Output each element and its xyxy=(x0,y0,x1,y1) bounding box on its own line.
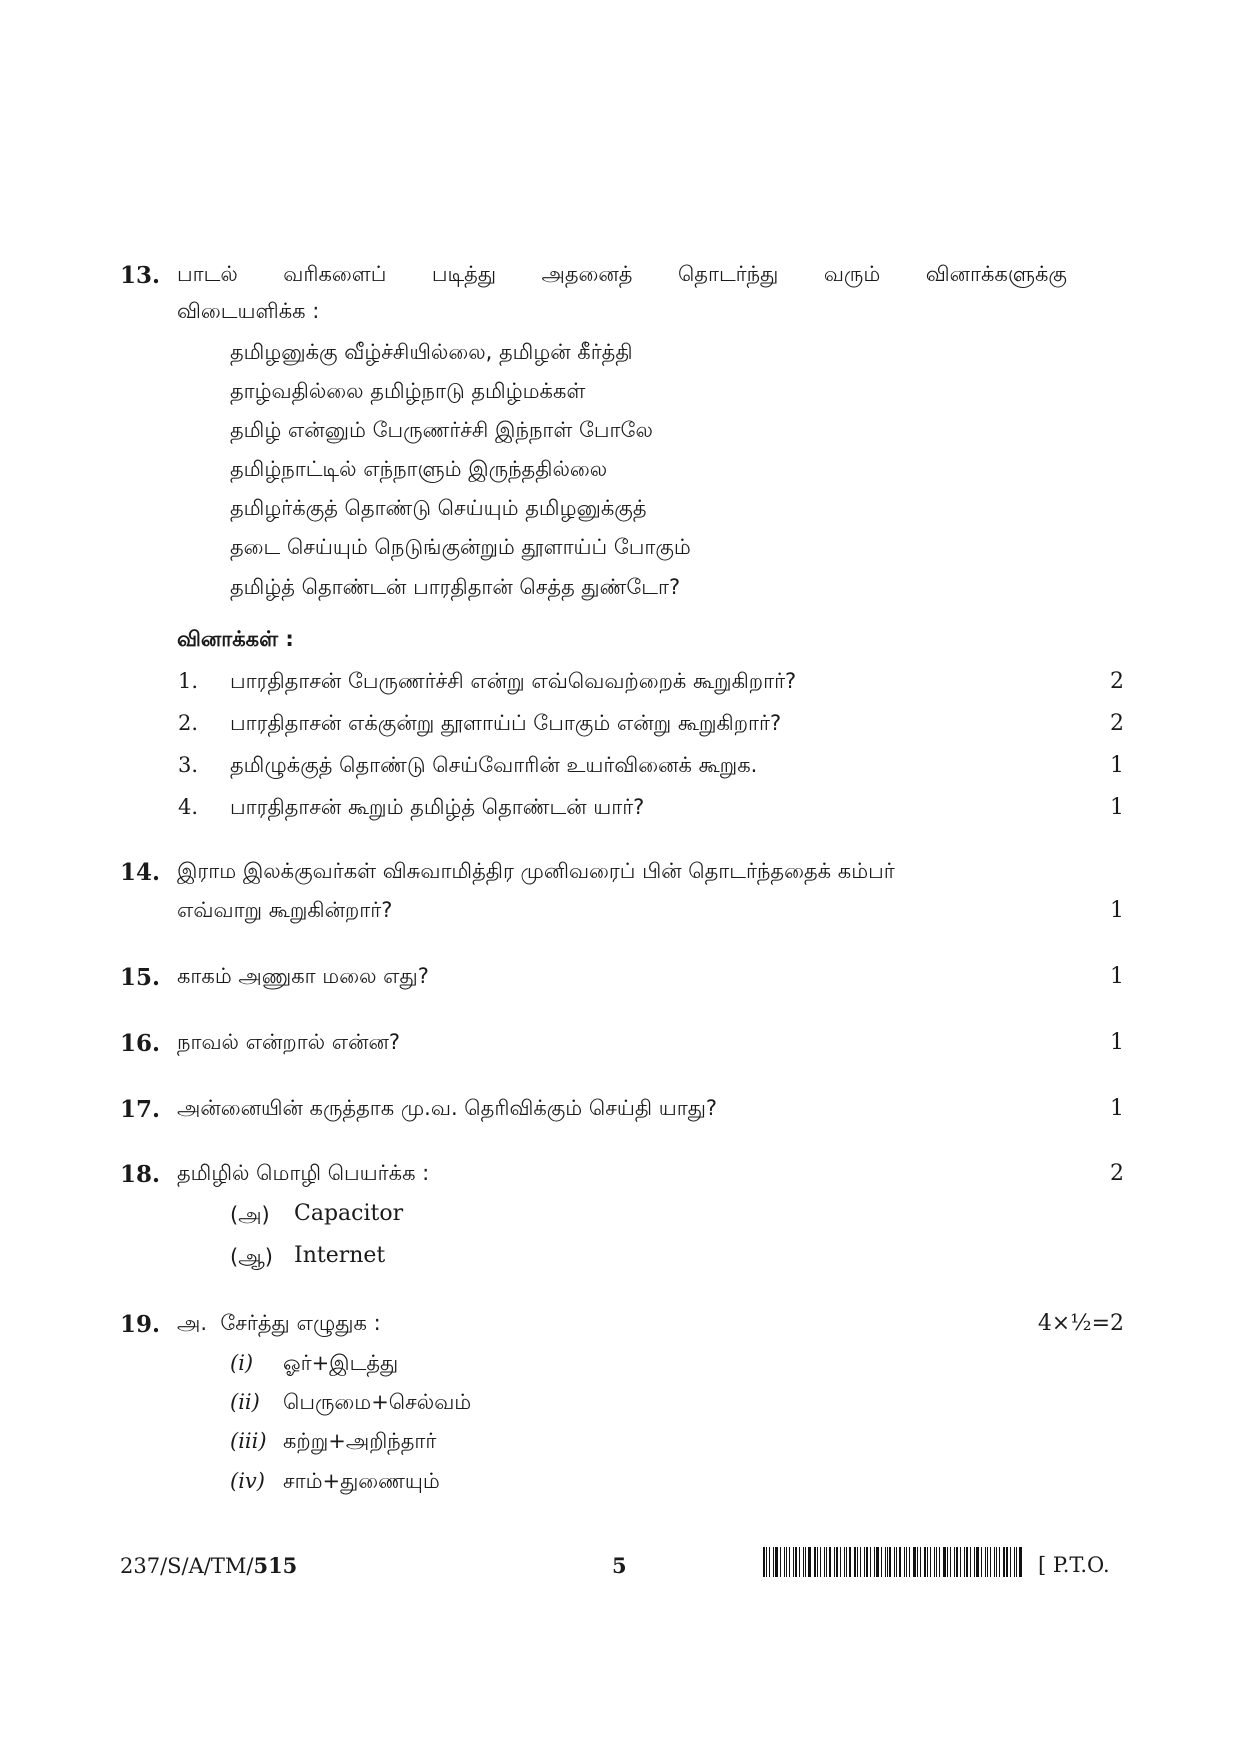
barcode-bar xyxy=(976,1547,979,1577)
word: தொடர்ந்து xyxy=(677,262,779,286)
sub-question-text: பாரதிதாசன் எக்குன்று தூளாய்ப் போகும் என்று கூறுகிறார்? xyxy=(230,711,782,735)
barcode-bar xyxy=(960,1547,961,1577)
question-18-text: தமிழில் மொழி பெயர்க்க : xyxy=(177,1161,430,1185)
barcode-bar xyxy=(769,1547,770,1577)
marks: 1 xyxy=(1110,795,1124,820)
barcode-bar xyxy=(846,1547,847,1577)
barcode-bar xyxy=(795,1547,797,1577)
item-label: (அ) xyxy=(230,1203,270,1227)
question-14-number: 14. xyxy=(120,859,161,886)
barcode-bar xyxy=(814,1547,816,1577)
word: பாடல் xyxy=(177,262,238,286)
barcode-bar xyxy=(870,1547,871,1577)
barcode-bar xyxy=(874,1547,875,1577)
item-label: (i) xyxy=(230,1351,254,1375)
sub-question-text: தமிழுக்குத் தொண்டு செய்வோரின் உயர்வினைக் கூறுக. xyxy=(230,753,758,777)
marks: 1 xyxy=(1110,1096,1124,1121)
item-label: (iii) xyxy=(230,1429,267,1453)
item-label: (iv) xyxy=(230,1469,265,1493)
barcode-bar xyxy=(773,1547,774,1577)
sub-question-text: பாரதிதாசன் கூறும் தமிழ்த் தொண்டன் யார்? xyxy=(230,795,645,819)
barcode-bar xyxy=(930,1547,931,1577)
page-number: 5 xyxy=(612,1553,627,1578)
barcode-bar xyxy=(956,1547,958,1577)
barcode-bar xyxy=(1010,1547,1011,1577)
sub-question-number: 2. xyxy=(178,711,199,735)
barcode-bar xyxy=(881,1547,882,1577)
paper-code xyxy=(120,1553,297,1578)
barcode-bar xyxy=(808,1547,811,1577)
barcode-bar xyxy=(775,1547,778,1577)
word: வரும் xyxy=(823,262,881,286)
sub-question-number: 1. xyxy=(178,669,199,693)
question-13-number: 13. xyxy=(120,262,161,289)
sub-question-number: 4. xyxy=(178,795,199,819)
barcode-bar xyxy=(849,1547,851,1577)
question-17-number: 17. xyxy=(120,1096,161,1123)
barcode-bar xyxy=(1006,1547,1008,1577)
barcode-bar xyxy=(826,1547,827,1577)
barcode-bar xyxy=(803,1547,804,1577)
barcode-bar xyxy=(793,1547,794,1577)
poem-line: தமிழ் என்னும் பேருணர்ச்சி இந்நாள் போலே xyxy=(230,418,653,442)
question-19-text: அ. சேர்த்து எழுதுக : xyxy=(177,1311,381,1335)
item-label: (ஆ) xyxy=(230,1245,273,1269)
barcode-bar xyxy=(899,1547,901,1577)
sub-question-text: பாரதிதாசன் பேருணர்ச்சி என்று எவ்வெவற்றைக் கூறுகிறார்? xyxy=(230,669,797,693)
barcode-bar xyxy=(934,1547,935,1577)
barcode-bar xyxy=(799,1547,800,1577)
barcode-bar xyxy=(996,1547,997,1577)
pto-label: [ P.T.O. xyxy=(1038,1553,1110,1577)
barcode-bar xyxy=(834,1547,835,1577)
poem-line: தமிழ்த் தொண்டன் பாரதிதான் செத்த துண்டோ? xyxy=(230,575,681,599)
barcode-bar xyxy=(1019,1547,1022,1577)
question-17-text: அன்னையின் கருத்தாக மு.வ. தெரிவிக்கும் செய்தி யாது? xyxy=(177,1096,718,1120)
barcode-bar xyxy=(829,1547,831,1577)
barcode-bar xyxy=(786,1547,788,1577)
marks: 4×½=2 xyxy=(1037,1311,1124,1336)
barcode-bar xyxy=(909,1547,910,1577)
barcode-bar xyxy=(824,1547,825,1577)
question-13-line1 xyxy=(177,262,1067,289)
question-19-number: 19. xyxy=(120,1311,161,1338)
barcode-bar xyxy=(985,1547,986,1577)
barcode-bar xyxy=(844,1547,845,1577)
marks: 2 xyxy=(1110,711,1124,736)
question-14-line1: இராம இலக்குவர்கள் விசுவாமித்திர முனிவரைப் பின் தொடர்ந்ததைக் கம்பர் xyxy=(177,859,895,883)
question-18-number: 18. xyxy=(120,1161,161,1188)
item-text: ஓர்+இடத்து xyxy=(283,1351,399,1375)
barcode-bar xyxy=(817,1547,818,1577)
sub-question-number: 3. xyxy=(178,753,199,777)
barcode-bar xyxy=(990,1547,992,1577)
question-13-line2: விடையளிக்க : xyxy=(177,299,320,323)
barcode-bar xyxy=(917,1547,918,1577)
item-text: பெருமை+செல்வம் xyxy=(283,1390,472,1414)
poem-line: தமிழனுக்கு வீழ்ச்சியில்லை, தமிழன் கீர்த்தி xyxy=(230,340,633,364)
barcode-bar xyxy=(966,1547,968,1577)
item-label: (ii) xyxy=(230,1390,260,1414)
barcode-bar xyxy=(766,1547,767,1577)
barcode-bar xyxy=(1003,1547,1005,1577)
poem-line: தாழ்வதில்லை தமிழ்நாடு தமிழ்மக்கள் xyxy=(230,379,586,403)
word: வரிகளைப் xyxy=(283,262,387,286)
item-text: Capacitor xyxy=(294,1201,404,1226)
barcode-bar xyxy=(939,1547,940,1577)
barcode-bar xyxy=(994,1547,995,1577)
barcode-bar xyxy=(1016,1547,1017,1577)
questions-heading: வினாக்கள் : xyxy=(177,627,294,651)
word: அதனைத் xyxy=(541,262,633,286)
word: வினாக்களுக்கு xyxy=(925,262,1067,286)
barcode-bar xyxy=(840,1547,841,1577)
barcode-bar xyxy=(805,1547,806,1577)
barcode-bar xyxy=(857,1547,858,1577)
barcode-bar xyxy=(936,1547,938,1577)
barcode-bar xyxy=(763,1547,765,1577)
barcode-bar xyxy=(860,1547,861,1577)
question-15-number: 15. xyxy=(120,964,161,991)
barcode-bar xyxy=(854,1547,856,1577)
barcode-bar xyxy=(974,1547,975,1577)
barcode xyxy=(763,1547,1025,1577)
question-15-text: காகம் அணுகா மலை எது? xyxy=(177,964,429,988)
barcode-bar xyxy=(789,1547,790,1577)
marks: 1 xyxy=(1110,1030,1124,1055)
barcode-bar xyxy=(970,1547,971,1577)
barcode-bar xyxy=(896,1547,897,1577)
item-text: Internet xyxy=(294,1243,386,1268)
barcode-bar xyxy=(927,1547,928,1577)
poem-line: தமிழர்க்குத் தொண்டு செய்யும் தமிழனுக்குத் xyxy=(230,496,647,520)
barcode-bar xyxy=(780,1547,781,1577)
question-16-text: நாவல் என்றால் என்ன? xyxy=(177,1030,401,1054)
barcode-bar xyxy=(1014,1547,1015,1577)
marks: 2 xyxy=(1110,1161,1124,1186)
barcode-bar xyxy=(876,1547,879,1577)
barcode-bar xyxy=(999,1547,1000,1577)
word: படித்து xyxy=(431,262,497,286)
barcode-bar xyxy=(784,1547,785,1577)
barcode-bar xyxy=(906,1547,907,1577)
question-16-number: 16. xyxy=(120,1030,161,1057)
paper-code-prefix: 237/S/A/TM/ xyxy=(120,1554,254,1578)
barcode-bar xyxy=(904,1547,905,1577)
barcode-bar xyxy=(885,1547,886,1577)
barcode-bar xyxy=(947,1547,948,1577)
item-text: கற்று+அறிந்தார் xyxy=(283,1429,437,1453)
barcode-bar xyxy=(866,1547,868,1577)
barcode-bar xyxy=(864,1547,865,1577)
poem-line: தடை செய்யும் நெடுங்குன்றும் தூளாய்ப் போகும் xyxy=(230,535,691,559)
marks: 1 xyxy=(1110,898,1124,923)
barcode-bar xyxy=(920,1547,921,1577)
barcode-bar xyxy=(954,1547,955,1577)
barcode-bar xyxy=(987,1547,988,1577)
barcode-bar xyxy=(889,1547,891,1577)
paper-code-number: 515 xyxy=(253,1553,298,1578)
poem-line: தமிழ்நாட்டில் எந்நாளும் இருந்ததில்லை xyxy=(230,457,608,481)
marks: 1 xyxy=(1110,753,1124,778)
barcode-bar xyxy=(820,1547,821,1577)
barcode-bar xyxy=(836,1547,839,1577)
barcode-bar xyxy=(924,1547,926,1577)
barcode-bar xyxy=(950,1547,951,1577)
barcode-bar xyxy=(943,1547,946,1577)
barcode-bar xyxy=(894,1547,895,1577)
barcode-bar xyxy=(964,1547,965,1577)
barcode-bar xyxy=(981,1547,982,1577)
barcode-bar xyxy=(913,1547,916,1577)
barcode-bar xyxy=(887,1547,888,1577)
marks: 2 xyxy=(1110,669,1124,694)
marks: 1 xyxy=(1110,964,1124,989)
item-text: சாம்+துணையும் xyxy=(283,1469,440,1493)
question-14-line2: எவ்வாறு கூறுகின்றார்? xyxy=(177,898,393,922)
